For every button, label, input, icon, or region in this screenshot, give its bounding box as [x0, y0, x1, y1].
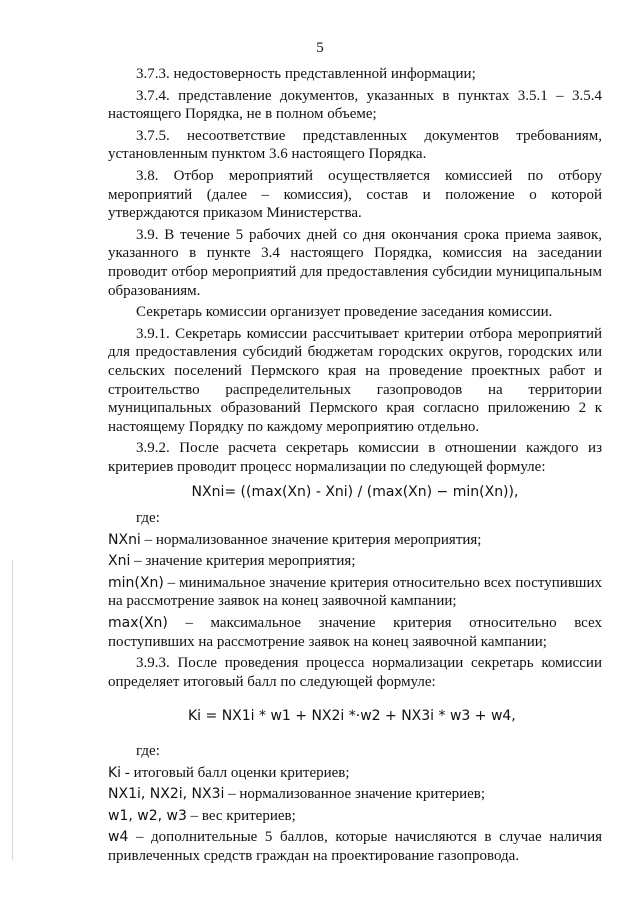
term-symbol: max(Xn) [108, 615, 168, 632]
term-symbol: Xni [108, 553, 131, 570]
term-symbol: min(Xn) [108, 574, 164, 591]
clause-3-9-1: 3.9.1. Секретарь комиссии рассчитывает критерии отбора мероприятий для предоставления субсидий бюджетам городских округов, городских или сельских поселений Пермского края на проведение проектных работ и строительство распределительных газопроводов на территории муниципальных образований Пермского края согласно приложению 2 к настоящему Порядку по каждому мероприятию отдельно. [108, 325, 602, 435]
term-ki [108, 764, 602, 783]
where-label-2: где: [136, 743, 160, 759]
clause-3-9: 3.9. В течение 5 рабочих дней со дня окончания срока приема заявок, указанного в пункте 3.4 настоящего Порядка, комиссия на заседании проводит отбор мероприятий для предоставления субсидии муниципальным образованиям. [108, 226, 602, 299]
term-definition: – нормализованное значение критериев; [224, 786, 486, 803]
term-symbol: NX1i, NX2i, NX3i [108, 786, 225, 803]
term-min [108, 574, 602, 611]
term-w [108, 807, 602, 826]
term-definition: – вес критериев; [186, 807, 296, 824]
clause-3-7-5: 3.7.5. несоответствие представленных документов требованиям, установленным пунктом 3.6 настоящего Порядка. [108, 127, 602, 163]
final-score-formula: Ki = NX1i * w1 + NX2i *·w2 + NX3i * w3 + w4, [188, 708, 516, 725]
clause-3-7-3: 3.7.3. недостоверность представленной информации; [136, 66, 476, 82]
term-nxni [108, 531, 602, 550]
term-nx [108, 785, 602, 804]
term-definition: – значение критерия мероприятия; [130, 553, 356, 570]
term-definition: - итоговый балл оценки критериев; [121, 764, 350, 781]
where-label-1: где: [136, 510, 160, 527]
term-symbol: w4 [108, 829, 129, 846]
term-symbol: NXni [108, 531, 141, 548]
term-definition: – нормализованное значение критерия мероприятия; [140, 531, 482, 548]
secretary-paragraph: Секретарь комиссии организует проведение заседания комиссии. [136, 304, 553, 321]
clause-3-9-2: 3.9.2. После расчета секретарь комиссии в отношении каждого из критериев проводит процесс нормализации по следующей формуле: [108, 440, 602, 475]
clause-3-9-3: 3.9.3. После проведения процесса нормализации секретарь комиссии определяет итоговый балл по следующей формуле: [108, 655, 602, 690]
clause-3-7-4: 3.7.4. представление документов, указанных в пунктах 3.5.1 – 3.5.4 настоящего Порядка, не в полном объеме; [108, 87, 602, 123]
term-definition: – дополнительные 5 баллов, которые начисляются в случае наличия привлеченных средств граждан на проектирование газопровода. [108, 829, 602, 864]
term-symbol: Ki [108, 764, 122, 781]
normalization-formula: NXni= ((max(Xn) - Xni) / (max(Xn) − min(Xn)), [191, 484, 519, 501]
term-w4 [108, 828, 602, 865]
term-definition: – максимальное значение критерия относительно всех поступивших на рассмотрение заявок на конец заявочной кампании; [108, 615, 602, 650]
scan-edge-line [12, 560, 13, 860]
term-symbol: w1, w2, w3 [108, 807, 187, 824]
term-xni [108, 552, 602, 571]
term-definition: – минимальное значение критерия относительно всех поступивших на рассмотрение заявок на конец заявочной кампании; [108, 574, 602, 610]
page-number: 5 [316, 40, 324, 56]
term-max [108, 614, 602, 651]
clause-3-8: 3.8. Отбор мероприятий осуществляется комиссией по отбору мероприятий (далее – комиссия), состав и положение о которой утверждаются приказом Министерства. [108, 167, 602, 222]
